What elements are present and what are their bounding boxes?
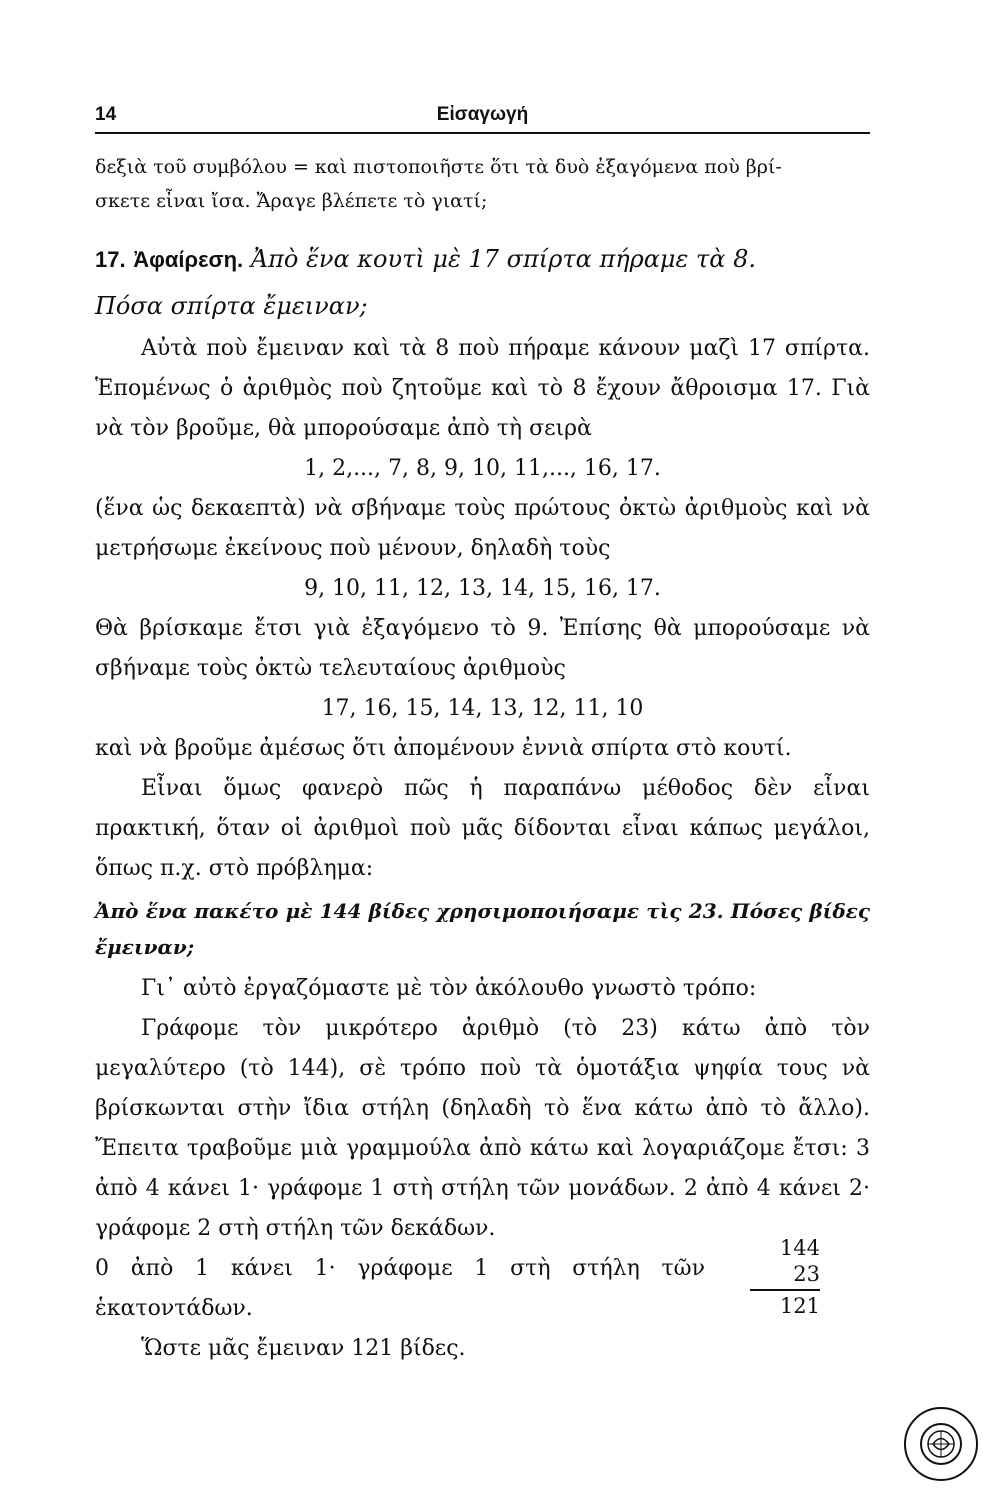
section-question-line-1: Ἀπὸ ἕνα κουτὶ μὲ 17 σπίρτα πήραμε τὰ 8. xyxy=(250,245,757,273)
intro-text xyxy=(95,150,870,218)
subtraction-column xyxy=(750,1235,820,1319)
library-stamp-icon xyxy=(902,1405,980,1483)
paragraph-7: Γράφομε τὸν μικρότερο ἀριθμὸ (τὸ 23) κάτω ἀπὸ τὸν μεγαλύτερο (τὸ 144), σὲ τρόπο ποὺ τὰ ὁμοτάξια ψηφία τους νὰ βρίσκωνται στὴν ἴδια στήλη (δηλαδὴ τὸ ἕνα κάτω ἀπὸ τὸ ἄλλο). Ἔπειτα τραβοῦμε μιὰ γραμμούλα ἀπὸ κάτω καὶ λογαριάζομε ἔτσι: 3 ἀπὸ 4 κάνει 1· γράφομε 1 στὴ στήλη τῶν μονάδων. 2 ἀπὸ 4 κάνει 2· γράφομε 2 στὴ στήλη τῶν δεκάδων. xyxy=(95,1016,870,1241)
intro-line-1: δεξιὰ τοῦ συμβόλου = καὶ πιστοποιῆστε ὅτι τὰ δυὸ ἐξαγόμενα ποὺ βρί- xyxy=(95,156,782,178)
section-heading xyxy=(95,236,870,283)
body-text xyxy=(95,150,870,1369)
sequence-3: 17, 16, 15, 14, 13, 12, 11, 10 xyxy=(321,696,644,721)
section-title: Ἀφαίρεση. xyxy=(133,247,244,272)
calculation-block xyxy=(95,1236,870,1329)
difference: 121 xyxy=(779,1294,820,1318)
sequence-1: 1, 2,..., 7, 8, 9, 10, 11,..., 16, 17. xyxy=(304,456,661,481)
running-head: Εἰσαγωγή xyxy=(436,104,529,125)
page-number: 14 xyxy=(95,104,117,125)
section-number: 17. xyxy=(95,247,126,272)
intro-line-2: σκετε εἶναι ἴσα. Ἄραγε βλέπετε τὸ γιατί; xyxy=(95,190,488,212)
stamp-seal-icon xyxy=(902,1405,980,1483)
paragraph-8: 0 ἀπὸ 1 κάνει 1· γράφομε 1 στὴ στήλη τῶν ἑκατοντάδων. xyxy=(95,1256,705,1321)
paragraph-1: Αὐτὰ ποὺ ἔμειναν καὶ τὰ 8 ποὺ πήραμε κάνουν μαζὶ 17 σπίρτα. Ἑπομένως ὁ ἀριθμὸς ποὺ ζητοῦμε καὶ τὸ 8 ἔχουν ἄθροισμα 17. Γιὰ νὰ τὸν βροῦμε, θὰ μπορούσαμε ἀπὸ τὴ σειρὰ xyxy=(95,336,870,441)
subtrahend: 23 xyxy=(793,1262,820,1286)
sequence-2: 9, 10, 11, 12, 13, 14, 15, 16, 17. xyxy=(304,576,661,601)
subtraction-rule xyxy=(750,1289,820,1291)
minuend: 144 xyxy=(779,1236,820,1260)
section-question-line-2: Πόσα σπίρτα ἔμειναν; xyxy=(95,292,368,320)
problem-statement: Ἀπὸ ἕνα πακέτο μὲ 144 βίδες χρησιμοποιήσαμε τὶς 23. Πόσες βίδες ἔμειναν; xyxy=(95,899,870,959)
paragraph-4: καὶ νὰ βροῦμε ἀμέσως ὅτι ἀπομένουν ἐννιὰ σπίρτα στὸ κουτί. xyxy=(95,736,792,761)
conclusion: Ὥστε μᾶς ἔμειναν 121 βίδες. xyxy=(141,1336,466,1361)
page-header xyxy=(95,100,870,134)
paragraph-3: Θὰ βρίσκαμε ἔτσι γιὰ ἐξαγόμενο τὸ 9. Ἐπίσης θὰ μπορούσαμε νὰ σβήναμε τοὺς ὀκτὼ τελευταίους ἀριθμοὺς xyxy=(95,616,870,681)
paragraph-5: Εἶναι ὅμως φανερὸ πῶς ἡ παραπάνω μέθοδος δὲν εἶναι πρακτική, ὅταν οἱ ἀριθμοὶ ποὺ μᾶς δίδονται εἶναι κάπως μεγάλοι, ὅπως π.χ. στὸ πρόβλημα: xyxy=(95,776,870,881)
paragraph-6: Γι᾽ αὐτὸ ἐργαζόμαστε μὲ τὸν ἀκόλουθο γνωστὸ τρόπο: xyxy=(141,976,757,1001)
paragraph-2: (ἕνα ὡς δεκαεπτὰ) νὰ σβήναμε τοὺς πρώτους ὀκτὼ ἀριθμοὺς καὶ νὰ μετρήσωμε ἐκείνους ποὺ μένουν, δηλαδὴ τοὺς xyxy=(95,496,870,561)
